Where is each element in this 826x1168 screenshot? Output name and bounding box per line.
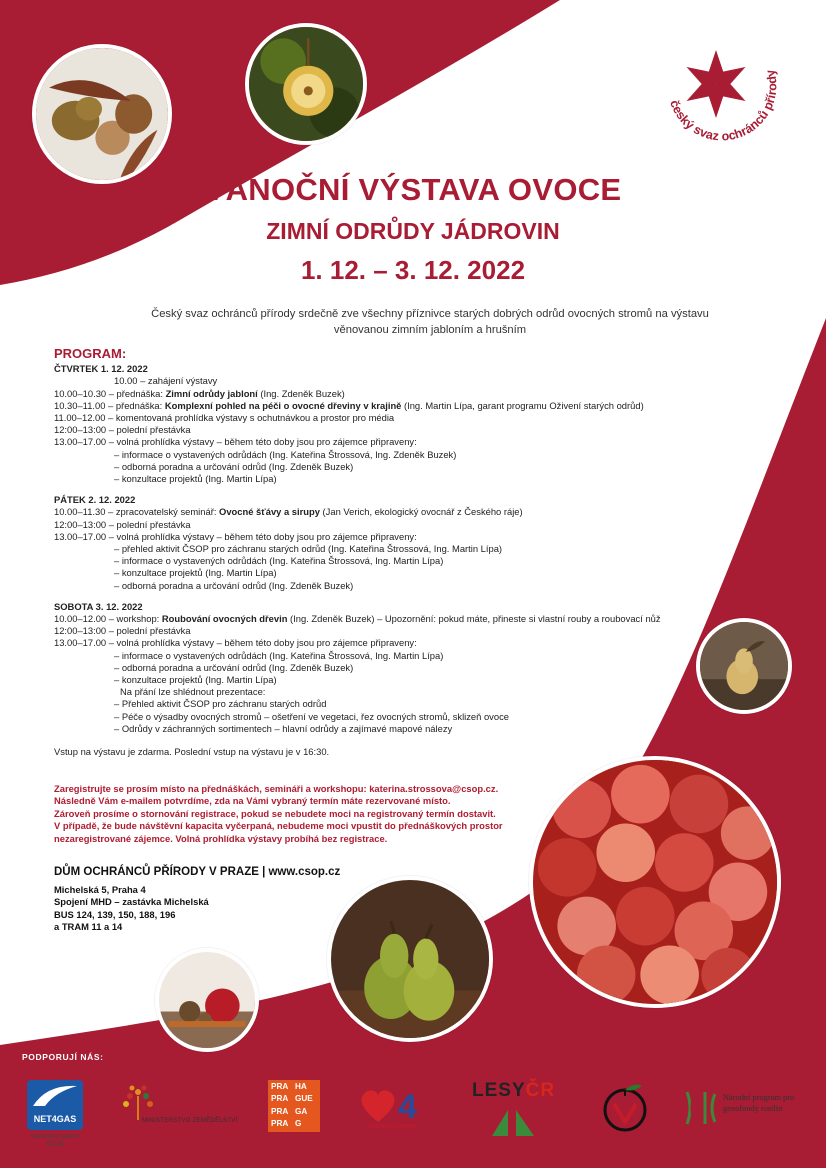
- program-item: [54, 567, 714, 579]
- registration-line: Zároveň prosíme o stornování registrace, pokud se nebudete moci na registrovaný termín dostavit.: [54, 807, 496, 819]
- program-item: [54, 686, 714, 698]
- program-item-text: 13.00–17.00 – volná prohlídka výstavy – během této doby jsou pro zájemce připraveny:: [54, 530, 417, 542]
- ministry-tree-icon: [118, 1082, 158, 1120]
- program-item-detail: (Ing. Zdeněk Buzek) – Upozornění: pokud máte, přineste si vlastní rouby a roubovací nůž: [287, 613, 661, 625]
- genofond-icon: [683, 1090, 721, 1126]
- program-item-text: 10.00–11.30 – zpracovatelský seminář:: [54, 506, 220, 518]
- program-item: [54, 388, 714, 400]
- address-lines: [54, 884, 374, 933]
- lesy-cr-logo: [472, 1080, 555, 1102]
- program-item-text: – přehled aktivit ČSOP pro záchranu starých odrůd (Ing. Kateřina Štrossová, Ing. Martin Lípa): [114, 543, 503, 555]
- program-item-text: – informace o vystavených odrůdách (Ing. Kateřina Štrossová, Ing. Martin Lípa): [114, 555, 444, 567]
- program-item: [54, 543, 714, 555]
- dried-apple-photo: [245, 23, 367, 145]
- address-line: Michelská 5, Praha 4: [54, 884, 146, 896]
- praha-word: G: [295, 1119, 302, 1129]
- csop-logo: [660, 40, 790, 150]
- logo-text: český svaz ochránců přírody: [667, 68, 780, 144]
- praha-word: GA: [295, 1106, 308, 1116]
- program-item-text: – odborná poradna a určování odrůd (Ing. Zdeněk Buzek): [114, 460, 354, 472]
- program-item-title: Ovocné šťávy a sirupy: [219, 506, 320, 518]
- program-item-text: – Odrůdy v záchranných sortimentech – hlavní odrůdy a zajímavé mapové nálezy: [114, 722, 453, 734]
- flame-swoosh-icon: [27, 1080, 83, 1110]
- program-item: [54, 531, 714, 543]
- program-day-title: ČTVRTEK 1. 12. 2022: [54, 363, 148, 375]
- program-item-text: – konzultace projektů (Ing. Martin Lípa): [114, 567, 277, 579]
- address-line: a TRAM 11 a 14: [54, 920, 123, 932]
- program-item: [54, 519, 714, 531]
- program-item: [54, 580, 714, 592]
- program-item-text: 13.00–17.00 – volná prohlídka výstavy – během této doby jsou pro zájemce připraveny:: [54, 436, 417, 448]
- program-day-title: SOBOTA 3. 12. 2022: [54, 600, 143, 612]
- program-item-text: 10.00–10.30 – přednáška:: [54, 387, 166, 399]
- program-days: [54, 363, 714, 735]
- page-subtitle: ZIMNÍ ODRŮDY JÁDROVIN: [266, 218, 560, 244]
- genofond-text: Národní program pro genofondy rostlin: [723, 1093, 795, 1113]
- lesy-tree-icon: [490, 1106, 536, 1136]
- address-line: BUS 124, 139, 150, 188, 196: [54, 908, 176, 920]
- apples-pile-photo: [529, 756, 781, 1008]
- pears-leaves-photo: [32, 44, 172, 184]
- lesy-text: LESY: [472, 1080, 526, 1101]
- program-item-text: – informace o vystavených odrůdách (Ing. Kateřina Štrossová, Ing. Zdeněk Buzek): [114, 448, 457, 460]
- program-item: [54, 412, 714, 424]
- program-item-text: – odborná poradna a určování odrůd (Ing. Zdeněk Buzek): [114, 579, 354, 591]
- program-item: [54, 400, 714, 412]
- heart-four-icon: [358, 1086, 424, 1124]
- program-item: [54, 473, 714, 485]
- program-item: [54, 698, 714, 710]
- cr-text: ČR: [525, 1080, 556, 1101]
- program-item: [54, 711, 714, 723]
- registration-line: Následně Vám e-mailem potvrdíme, zda na Vámi vybraný termín máte rezervované místo.: [54, 795, 451, 807]
- program-item-title: Zimní odrůdy jabloní: [165, 387, 258, 399]
- program-item-text: 10.00–12.00 – workshop:: [54, 613, 162, 625]
- program-item-title: Komplexní pohled na péči o ovocné dřeviny v krajině: [164, 399, 402, 411]
- program-item: [54, 625, 714, 637]
- program-item-text: – Péče o výsadby ovocných stromů – ošetření ve vegetaci, řez ovocných stromů, sklizeň ovoce: [114, 710, 509, 722]
- program-item-text: 12:00–13:00 – polední přestávka: [54, 518, 191, 530]
- program-item-text: – konzultace projektů (Ing. Martin Lípa): [114, 674, 277, 686]
- registration-line: V případě, že bude návštěvní kapacita vyčerpaná, nebudeme moci vpustit do přednáškových prostor: [54, 820, 503, 832]
- net4gas-text: NET4GAS: [33, 1114, 77, 1124]
- ministry-text: MINISTERSTVO ZEMĚDĚLSTVÍ: [142, 1118, 238, 1124]
- program-item-text: 13.00–17.00 – volná prohlídka výstavy – během této doby jsou pro zájemce připraveny:: [54, 637, 417, 649]
- program-item-text: 11.00–12.00 – komentovaná prohlídka výstavy s ochutnávkou a prostor pro média: [54, 412, 395, 424]
- program-item: [54, 461, 714, 473]
- registration-info: [54, 783, 544, 845]
- heart-four-text: MILUJEME ČTYŘKU: [367, 1124, 417, 1130]
- sponsors-label: PODPORUJÍ NÁS:: [22, 1052, 104, 1062]
- registration-line: Zaregistrujte se prosím místo na přednáškách, semináři a workshopu: katerina.strossova@csop.cz.: [54, 783, 499, 794]
- program-heading: PROGRAM:: [54, 346, 127, 361]
- program-item: [54, 555, 714, 567]
- entry-info: Vstup na výstavu je zdarma. Poslední vstup na výstavu je v 16:30.: [54, 746, 330, 758]
- program-item: [54, 674, 714, 686]
- praha-word: PRA: [271, 1119, 289, 1129]
- program-item-text: – konzultace projektů (Ing. Martin Lípa): [114, 473, 277, 485]
- program-section: [54, 348, 714, 758]
- program-item-detail: (Jan Verich, ekologický ovocnář z Českého ráje): [319, 506, 523, 518]
- flower-star-icon: [683, 50, 750, 118]
- praha-word: PRA: [271, 1082, 289, 1091]
- program-item: [54, 506, 714, 518]
- svg-text:4: 4: [398, 1088, 417, 1124]
- program-item-title: Roubování ovocných dřevin: [161, 613, 288, 625]
- program-item: [54, 637, 714, 649]
- net4gas-caption: Generální partner ČSOP: [30, 1133, 80, 1148]
- net4gas-logo: [27, 1080, 83, 1130]
- program-item-text: – Přehled aktivit ČSOP pro záchranu starých odrůd: [114, 698, 327, 710]
- intro-text: Český svaz ochránců přírody srdečně zve všechny příznivce starých dobrých odrůd ovocných stromů na výstavu věnovanou zimním jabloním a hrušním: [151, 308, 709, 336]
- praha-word: GUE: [295, 1094, 313, 1104]
- program-item-text: 10.30–11.00 – přednáška:: [54, 399, 165, 411]
- venue-heading: DŮM OCHRÁNCŮ PŘÍRODY V PRAZE | www.csop.cz: [54, 866, 341, 878]
- program-item: [54, 449, 714, 461]
- program-item: [54, 613, 714, 625]
- program-item-text: 12:00–13:00 – polední přestávka: [54, 424, 191, 436]
- program-item: [54, 424, 714, 436]
- registration-line: nezaregistrované zájemce. Volná prohlídka výstavy probíhá bez registrace.: [54, 832, 388, 844]
- program-item: [54, 436, 714, 448]
- program-item-text: – informace o vystavených odrůdách (Ing. Kateřina Štrossová, Ing. Martin Lípa): [114, 649, 444, 661]
- program-item-text: 12:00–13:00 – polední přestávka: [54, 625, 191, 637]
- address-line: Spojení MHD – zastávka Michelská: [54, 896, 209, 908]
- program-item-text: Na přání lze shlédnout prezentace:: [120, 686, 266, 698]
- page-title: VÁNOČNÍ VÝSTAVA OVOCE: [204, 172, 622, 207]
- program-item: [54, 375, 714, 387]
- program-day-title: PÁTEK 2. 12. 2022: [54, 494, 136, 506]
- apple-emblem-icon: [598, 1080, 652, 1132]
- program-item-detail: (Ing. Zdeněk Buzek): [257, 387, 345, 399]
- program-item-detail: (Ing. Martin Lípa, garant programu Oživení starých odrůd): [401, 399, 644, 411]
- venue-address: [54, 866, 374, 933]
- praha-logo: [268, 1080, 320, 1132]
- program-item-text: – odborná poradna a určování odrůd (Ing. Zdeněk Buzek): [114, 661, 354, 673]
- program-item: [54, 723, 714, 735]
- praha-word: PRA: [271, 1106, 289, 1116]
- program-item: [54, 662, 714, 674]
- event-dates: 1. 12. – 3. 12. 2022: [300, 255, 526, 285]
- program-item-text: 10.00 – zahájení výstavy: [114, 375, 218, 387]
- program-item: [54, 650, 714, 662]
- praha-word: PRA: [271, 1094, 289, 1104]
- praha-word: HA: [295, 1082, 307, 1091]
- apple-cones-photo: [155, 948, 259, 1052]
